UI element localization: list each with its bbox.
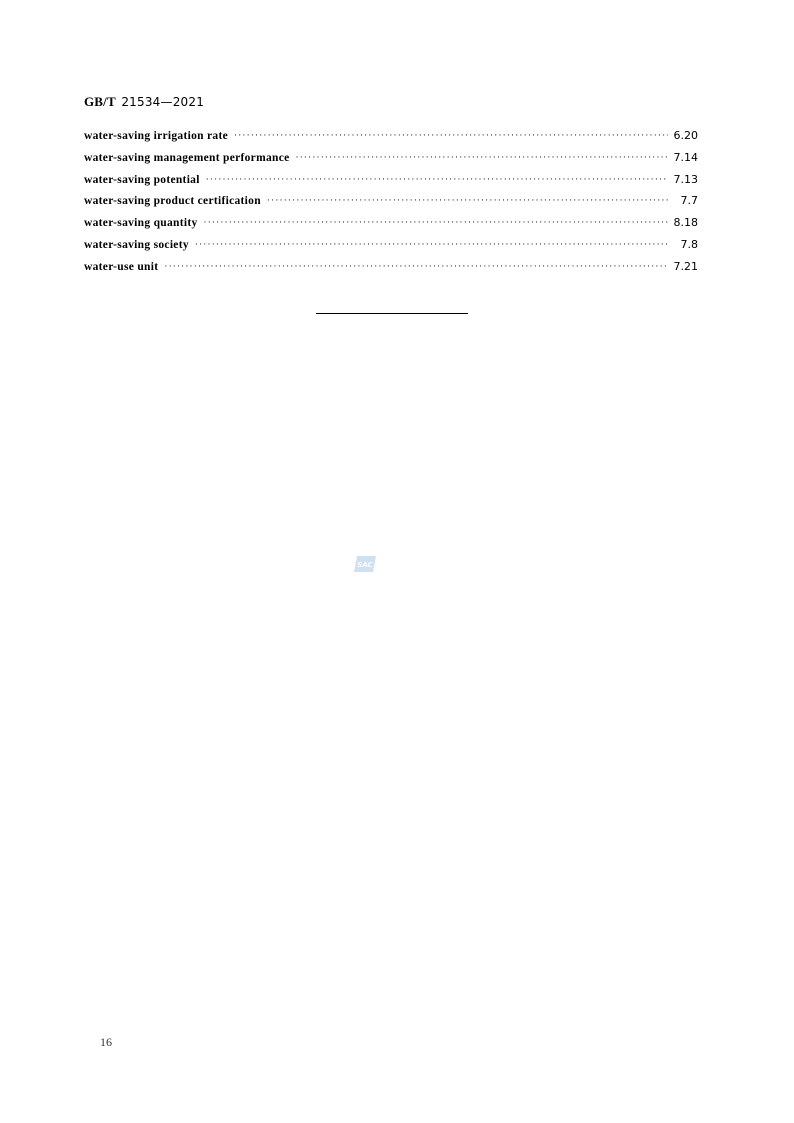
index-term: water-saving irrigation rate bbox=[84, 130, 229, 142]
index-entry bbox=[84, 173, 698, 195]
index-entry bbox=[84, 129, 698, 151]
index-term: water-saving product certification bbox=[84, 195, 261, 208]
dot-leader bbox=[164, 261, 667, 271]
index-entry bbox=[84, 238, 698, 260]
clause-reference: 8.18 bbox=[673, 216, 698, 230]
page-number: 16 bbox=[100, 1035, 112, 1049]
dot-leader bbox=[195, 239, 670, 249]
dot-leader bbox=[206, 174, 668, 184]
clause-reference: 7.8 bbox=[680, 237, 698, 251]
end-of-document-rule bbox=[316, 313, 468, 314]
index-term: water-saving potential bbox=[84, 173, 200, 186]
watermark-text: SAC bbox=[357, 561, 373, 569]
clause-reference: 7.13 bbox=[673, 172, 698, 186]
clause-reference: 7.7 bbox=[680, 194, 698, 208]
index-entry bbox=[84, 260, 698, 282]
document-header bbox=[84, 94, 204, 110]
dot-leader bbox=[204, 217, 668, 227]
index-term: water-use unit bbox=[84, 260, 159, 273]
index-term: water-saving management performance bbox=[84, 151, 290, 164]
standard-prefix: GB/T bbox=[84, 94, 116, 109]
index-term: water-saving society bbox=[84, 238, 189, 251]
dot-leader bbox=[296, 152, 668, 162]
sac-watermark-logo bbox=[353, 554, 377, 574]
dot-leader bbox=[234, 130, 667, 140]
index-term: water-saving quantity bbox=[84, 217, 198, 230]
term-index-list bbox=[84, 129, 698, 282]
index-entry bbox=[84, 194, 698, 216]
clause-reference: 7.14 bbox=[673, 150, 698, 164]
index-entry bbox=[84, 216, 698, 238]
clause-reference: 6.20 bbox=[673, 129, 698, 142]
standard-number: 21534—2021 bbox=[121, 95, 205, 109]
dot-leader bbox=[267, 195, 670, 205]
index-entry bbox=[84, 151, 698, 173]
clause-reference: 7.21 bbox=[673, 259, 698, 273]
